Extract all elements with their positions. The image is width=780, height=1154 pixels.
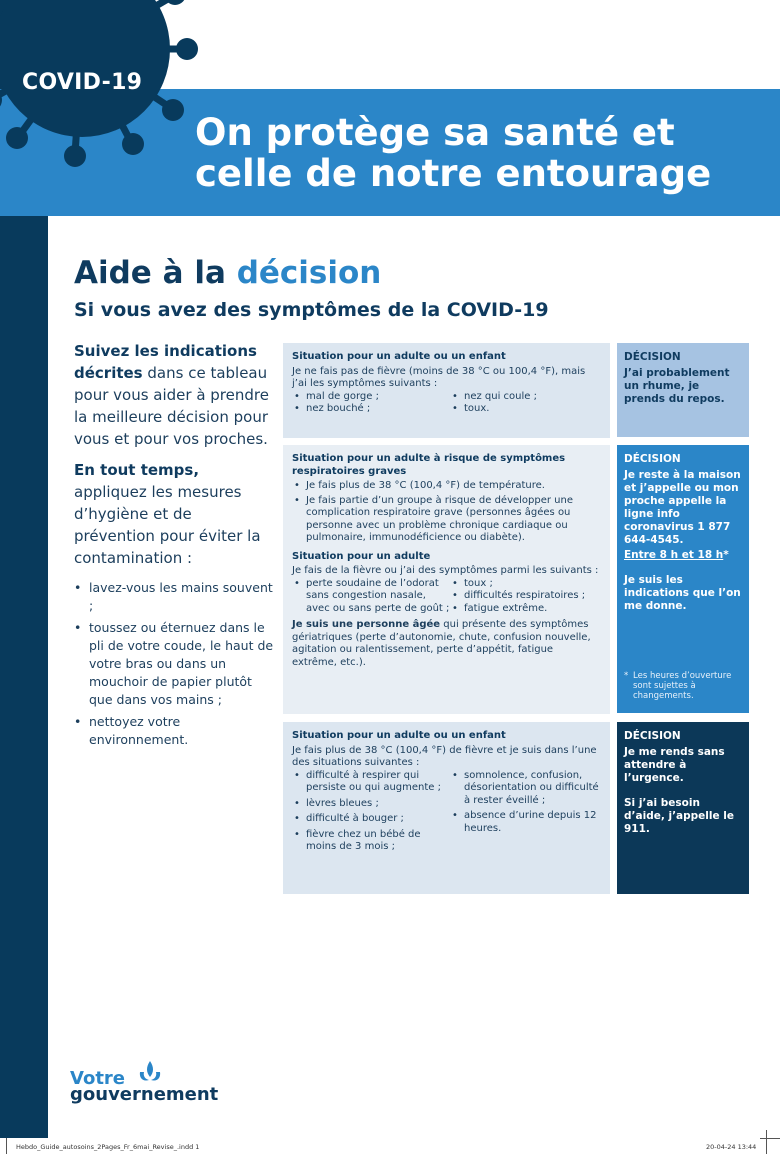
page-title-line1: On protège sa santé et [195, 111, 675, 154]
list-item: • mal de gorge ; [292, 391, 450, 404]
list-item: • difficultés respiratoires ; [450, 590, 600, 603]
page-title-line2: celle de notre entourage [195, 152, 712, 195]
list-item: • Je fais partie d’un groupe à risque de développer une complication respiratoire grave (personnes âgées ou personne avec un problème chronique cardiaque ou pulmonaire, immunodéficience ou diabète). [292, 495, 601, 545]
list-item: • somnolence, confusion, désorientation ou difficulté à rester éveillé ; [450, 770, 600, 808]
section-subtitle: Si vous avez des symptômes de la COVID-19 [74, 299, 549, 321]
fleur-de-lis-icon [137, 1060, 163, 1086]
decision-text: Je me rends sans attendre à l’urgence. [624, 746, 725, 784]
logo-word-1: Votre [70, 1068, 126, 1089]
footnote-text: Les heures d’ouverture sont sujettes à changements. [633, 671, 732, 701]
section-title-part1: Aide à la [74, 255, 226, 291]
symptom-columns [292, 578, 601, 616]
list-item: • perte soudaine de l’odorat sans congestion nasale, avec ou sans perte de goût ; [292, 578, 450, 616]
situation-subtitle: Situation pour un adulte [292, 550, 431, 562]
section-title-accent: décision [236, 255, 382, 291]
symptom-columns [292, 770, 601, 857]
list-item: • nez bouché ; [292, 403, 450, 416]
list-item: • nettoyez votre environnement. [74, 713, 274, 749]
decision-text-2: Si j’ai besoin d’aide, j’appelle le 911. [624, 797, 734, 835]
decision-box-1 [617, 343, 749, 437]
crop-mark [760, 1138, 780, 1139]
decision-label: DÉCISION [624, 351, 681, 363]
footer-date: 20-04-24 13:44 [706, 1143, 757, 1151]
crop-mark [6, 1138, 7, 1154]
symptom-columns [292, 391, 601, 416]
situation-title: Situation pour un adulte à risque de symptômes respiratoires graves [292, 453, 566, 477]
situation-text: Je fais plus de 38 °C (100,4 °F) de fièvre et je suis dans l’une des situations suivantes : [292, 744, 597, 768]
decision-label: DÉCISION [624, 730, 681, 742]
intro-paragraph-1 [74, 340, 274, 450]
situation-text: Je ne fais pas de fièvre (moins de 38 °C ou 100,4 °F), mais j’ai les symptômes suivants : [292, 365, 586, 389]
intro-paragraph-2 [74, 459, 274, 569]
situation-box-3 [283, 722, 610, 894]
situation-text: Je fais de la fièvre ou j’ai des symptômes parmi les suivants : [292, 565, 599, 576]
list-item: • lèvres bleues ; [292, 798, 450, 811]
covid-label: COVID-19 [22, 70, 143, 95]
list-item: • fatigue extrême. [450, 603, 600, 616]
decision-text: J’ai probablement un rhume, je prends du repos. [624, 367, 730, 405]
logo-word-2: gouvernement [70, 1084, 219, 1105]
list-item: • absence d’urine depuis 12 heures. [450, 810, 600, 835]
list-item: • nez qui coule ; [450, 391, 600, 404]
decision-text-2: Je suis les indications que l’on me donne. [624, 574, 741, 612]
decision-box-3 [617, 722, 749, 894]
situation-box-1 [283, 343, 610, 438]
symptom-list [450, 391, 600, 416]
list-item: • toux ; [450, 578, 600, 591]
list-item: • fièvre chez un bébé de moins de 3 mois ; [292, 829, 450, 854]
risk-list [292, 480, 601, 545]
list-item: • toux. [450, 403, 600, 416]
intro-p1-bold: Suivez les indications décrites [74, 342, 257, 382]
intro-p1-text: dans ce tableau pour vous aider à prendre la meilleure décision pour vous et pour vos proches. [74, 364, 269, 448]
list-item: • lavez-vous les mains souvent ; [74, 579, 274, 615]
hygiene-list [74, 579, 274, 749]
footer-filename: Hebdo_Guide_autosoins_2Pages_Fr_6mai_Revise_.indd 1 [16, 1143, 200, 1151]
intro-p2-bold: En tout temps, [74, 461, 200, 479]
decision-label: DÉCISION [624, 453, 681, 465]
situation-title: Situation pour un adulte ou un enfant [292, 730, 506, 741]
hours-text: Entre 8 h et 18 h [624, 549, 724, 561]
situation-box-2 [283, 445, 610, 714]
symptom-list [292, 391, 450, 416]
decision-text: Je reste à la maison et j’appelle ou mon proche appelle la ligne info coronavirus 1 877 644-4545. [624, 469, 741, 546]
symptom-list [450, 770, 600, 857]
list-item: • Je fais plus de 38 °C (100,4 °F) de température. [292, 480, 601, 493]
section-title [74, 255, 381, 291]
list-item: • difficulté à bouger ; [292, 813, 450, 826]
footnote-star: * [624, 671, 629, 681]
hours-star: * [723, 549, 729, 561]
elderly-rest: qui présente des symptômes gériatriques (perte d’autonomie, chute, confusion nouvelle, agitation ou ralentissement, perte d’appétit, fatigue extrême, etc.). [292, 619, 591, 668]
situation-title: Situation pour un adulte ou un enfant [292, 351, 506, 362]
page-title [195, 112, 711, 194]
symptom-list [450, 578, 600, 616]
intro-p2-text: appliquez les mesures d’hygiène et de prévention pour éviter la contamination : [74, 483, 261, 567]
crop-mark [766, 1130, 767, 1154]
list-item: • difficulté à respirer qui persiste ou qui augmente ; [292, 770, 450, 795]
elderly-text [292, 619, 601, 669]
list-item: • toussez ou éternuez dans le pli de votre coude, le haut de votre bras ou dans un mouchoir de papier plutôt que dans vos mains ; [74, 619, 274, 709]
elderly-bold: Je suis une personne âgée [292, 619, 441, 630]
hours-footnote [624, 671, 749, 701]
symptom-list [292, 770, 450, 857]
decision-hours [624, 549, 742, 562]
intro-text [74, 340, 274, 753]
decision-box-2 [617, 445, 749, 713]
symptom-list [292, 578, 450, 616]
